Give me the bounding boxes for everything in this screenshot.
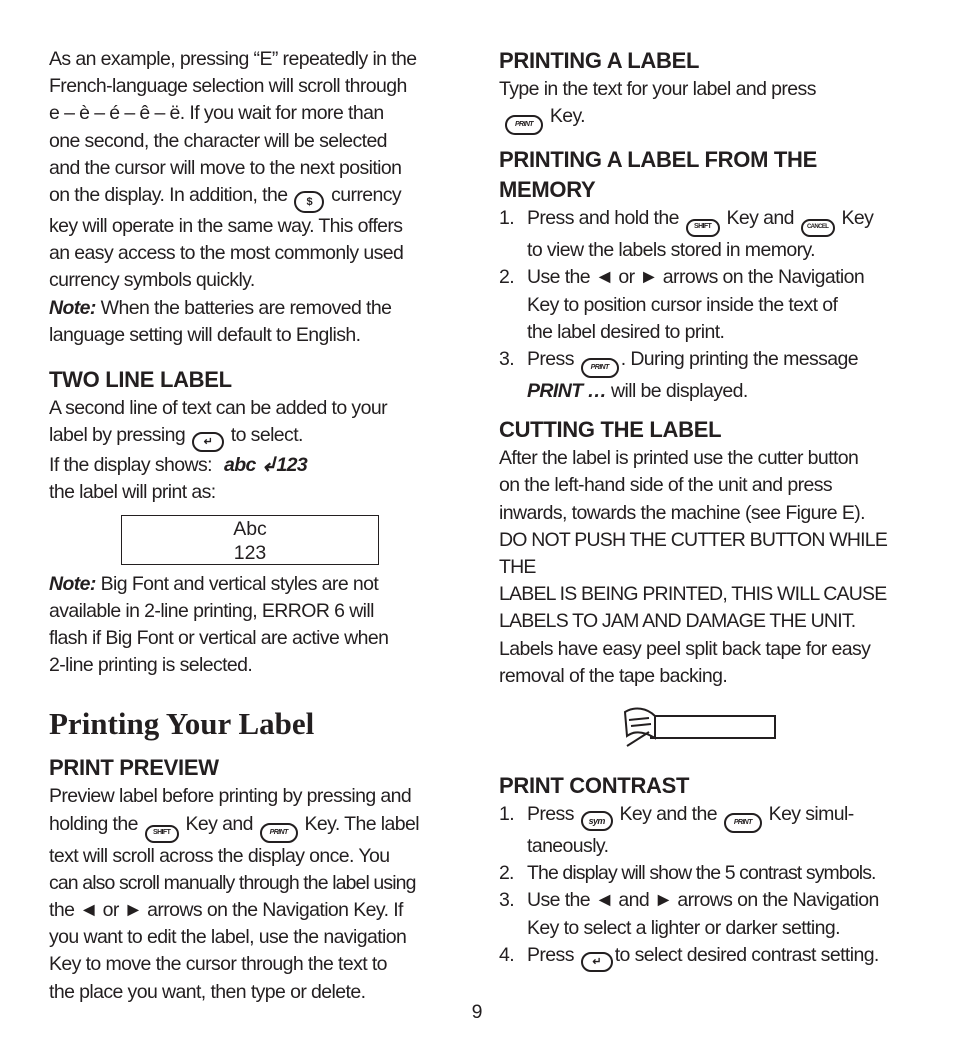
note-line: 2-line printing is selected. xyxy=(49,654,253,677)
preview-text: Preview label before printing by pressing and xyxy=(49,785,412,808)
display-example: abc ↲123 xyxy=(224,454,308,477)
print-key-icon: PRINT xyxy=(724,813,762,833)
note-line: flash if Big Font or vertical are active when xyxy=(49,627,389,650)
print-preview-heading: PRINT PREVIEW xyxy=(49,755,219,781)
enter-key-icon: ↵ xyxy=(581,952,613,972)
label-print-example xyxy=(121,515,379,565)
preview-text: the ◄ or ► arrows on the Navigation Key. If xyxy=(49,899,403,922)
section-title: Printing Your Label xyxy=(49,706,315,742)
preview-text: you want to edit the label, use the navigation xyxy=(49,926,407,949)
list-item: 2. Use the ◄ or ► arrows on the Navigation Key to position cursor inside the text of the label desired to print. xyxy=(499,266,865,343)
preview-text: can also scroll manually through the label using xyxy=(49,871,416,894)
right-column xyxy=(499,46,909,972)
list-item: 3. Press PRINT . During printing the message PRINT … will be displayed. xyxy=(499,348,859,403)
preview-text: Key to move the cursor through the text to xyxy=(49,953,387,976)
two-line-heading: TWO LINE LABEL xyxy=(49,367,232,393)
enter-key-icon: ↵ xyxy=(192,432,224,452)
two-line-text: the label will print as: xyxy=(49,481,216,504)
list-item: 4. Press ↵ to select desired contrast setting. xyxy=(499,942,909,972)
preview-text: text will scroll across the display once. You xyxy=(49,844,390,867)
intro-line: As an example, pressing “E” repeatedly in the xyxy=(49,48,417,70)
intro-line: key will operate in the same way. This offers xyxy=(49,215,403,238)
intro-line: French-language selection will scroll through xyxy=(49,75,407,98)
list-item: 1. Press sym Key and the PRINT Key simul- taneously. xyxy=(499,803,854,858)
cutting-heading: CUTTING THE LABEL xyxy=(499,417,722,443)
list-item: 1. Press and hold the SHIFT Key and CANCEL Key to view the labels stored in memory. xyxy=(499,207,874,262)
cutting-text: Labels have easy peel split back tape for easy xyxy=(499,637,871,660)
note-battery: Note: When the batteries are removed the xyxy=(49,296,392,319)
sym-key-icon: sym xyxy=(581,811,613,831)
intro-currency-line: on the display. In addition, the $ currency xyxy=(49,182,459,213)
printing-text: Type in the text for your label and press xyxy=(499,78,816,100)
intro-line: e – è – é – ê – ë. If you wait for more than xyxy=(49,102,384,125)
print-message: PRINT … xyxy=(527,380,607,403)
note-label: Note: xyxy=(49,572,96,595)
cutting-text: on the left-hand side of the unit and press xyxy=(499,474,833,497)
intro-line: and the cursor will move to the next position xyxy=(49,156,402,179)
preview-text: holding the SHIFT Key and PRINT Key. The label xyxy=(49,811,459,843)
currency-key-icon: $ xyxy=(294,191,324,213)
list-item: 3. Use the ◄ and ► arrows on the Navigation Key to select a lighter or darker setting. xyxy=(499,889,879,939)
two-line-text: label by pressing ↵ to select. xyxy=(49,422,459,452)
two-line-display: If the display shows: abc ↲123 xyxy=(49,454,308,477)
peel-tape-illustration xyxy=(621,702,779,750)
label-line-2: 123 xyxy=(233,541,267,564)
note-label: Note: xyxy=(49,296,96,319)
cutting-text: After the label is printed use the cutter button xyxy=(499,447,859,470)
note-big-font: Note: Big Font and vertical styles are not xyxy=(49,572,379,595)
intro-line: one second, the character will be selected xyxy=(49,129,387,152)
cutting-warning: LABEL IS BEING PRINTED, THIS WILL CAUSE xyxy=(499,583,887,606)
intro-line: currency symbols quickly. xyxy=(49,269,255,292)
contrast-steps xyxy=(499,801,909,972)
cutting-warning: LABELS TO JAM AND DAMAGE THE UNIT. xyxy=(499,610,856,633)
contrast-heading: PRINT CONTRAST xyxy=(499,773,690,799)
cutting-text: inwards, towards the machine (see Figure E). xyxy=(499,501,865,524)
memory-steps xyxy=(499,205,909,405)
print-key-icon: PRINT xyxy=(260,823,298,843)
shift-key-icon: SHIFT xyxy=(145,825,179,843)
print-key-icon: PRINT xyxy=(505,115,543,135)
left-column xyxy=(49,46,459,1006)
printing-text: PRINT Key. xyxy=(499,103,909,135)
cutting-warning: DO NOT PUSH THE CUTTER BUTTON WHILE THE xyxy=(499,528,888,579)
list-item: 2. The display will show the 5 contrast symbols. xyxy=(499,862,876,885)
cutting-text: removal of the tape backing. xyxy=(499,664,728,687)
page-number: 9 xyxy=(471,1001,483,1023)
note-battery-cont: language setting will default to English. xyxy=(49,323,361,346)
two-line-text: A second line of text can be added to your xyxy=(49,397,387,420)
label-line-1: Abc xyxy=(233,517,267,540)
printing-heading: PRINTING A LABEL xyxy=(499,48,700,73)
cancel-key-icon: CANCEL xyxy=(801,219,835,237)
shift-key-icon: SHIFT xyxy=(686,219,720,237)
memory-heading: PRINTING A LABEL FROM THE MEMORY xyxy=(499,147,818,203)
preview-text: the place you want, then type or delete. xyxy=(49,980,366,1003)
note-line: available in 2-line printing, ERROR 6 will xyxy=(49,599,374,622)
intro-line: an easy access to the most commonly used xyxy=(49,242,404,265)
print-key-icon: PRINT xyxy=(581,358,619,378)
